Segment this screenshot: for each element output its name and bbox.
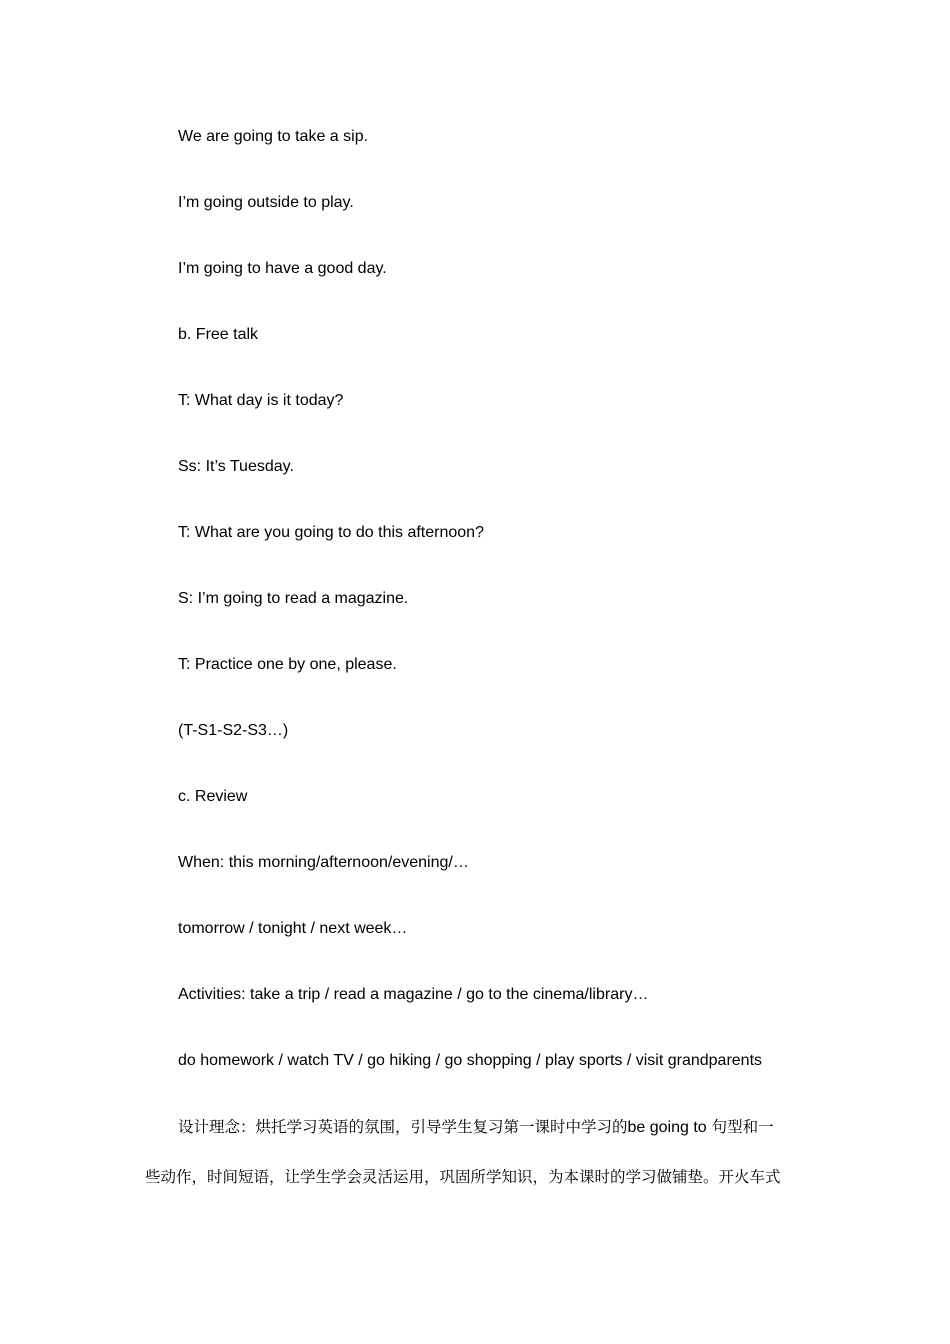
section-heading-free-talk: b. Free talk	[178, 326, 259, 343]
design-note-text-a: 设计理念：烘托学习英语的氛围，引导学生复习第一课时中学习的	[178, 1118, 628, 1136]
dialogue-line-teacher-afternoon: T: What are you going to do this afternoon?	[178, 524, 484, 541]
design-note-line-1	[145, 1117, 810, 1138]
text-line-chain-order: (T-S1-S2-S3…)	[178, 722, 289, 739]
text-line-time-phrases: tomorrow / tonight / next week…	[178, 920, 408, 937]
text-line-take-a-sip: We are going to take a sip.	[178, 128, 369, 145]
text-line-activities: Activities: take a trip / read a magazine / go to the cinema/library…	[178, 986, 649, 1003]
dialogue-line-student-magazine: S: I’m going to read a magazine.	[178, 590, 409, 607]
design-note-line-2: 些动作，时间短语，让学生学会灵活运用，巩固所学知识，为本课时的学习做铺垫。开火车式	[145, 1168, 781, 1186]
dialogue-line-teacher-practice: T: Practice one by one, please.	[178, 656, 397, 673]
text-line-when: When: this morning/afternoon/evening/…	[178, 854, 469, 871]
design-note-text-b: 句型和一	[711, 1118, 774, 1136]
dialogue-line-students-tuesday: Ss: It’s Tuesday.	[178, 458, 294, 475]
text-line-more-activities: do homework / watch TV / go hiking / go shopping / play sports / visit grandparents	[178, 1052, 763, 1069]
dialogue-line-teacher-day: T: What day is it today?	[178, 392, 344, 409]
design-note-structure: be going to	[627, 1119, 707, 1136]
text-line-good-day: I’m going to have a good day.	[178, 260, 387, 277]
text-line-going-outside: I’m going outside to play.	[178, 194, 354, 211]
section-heading-review: c. Review	[178, 788, 248, 805]
